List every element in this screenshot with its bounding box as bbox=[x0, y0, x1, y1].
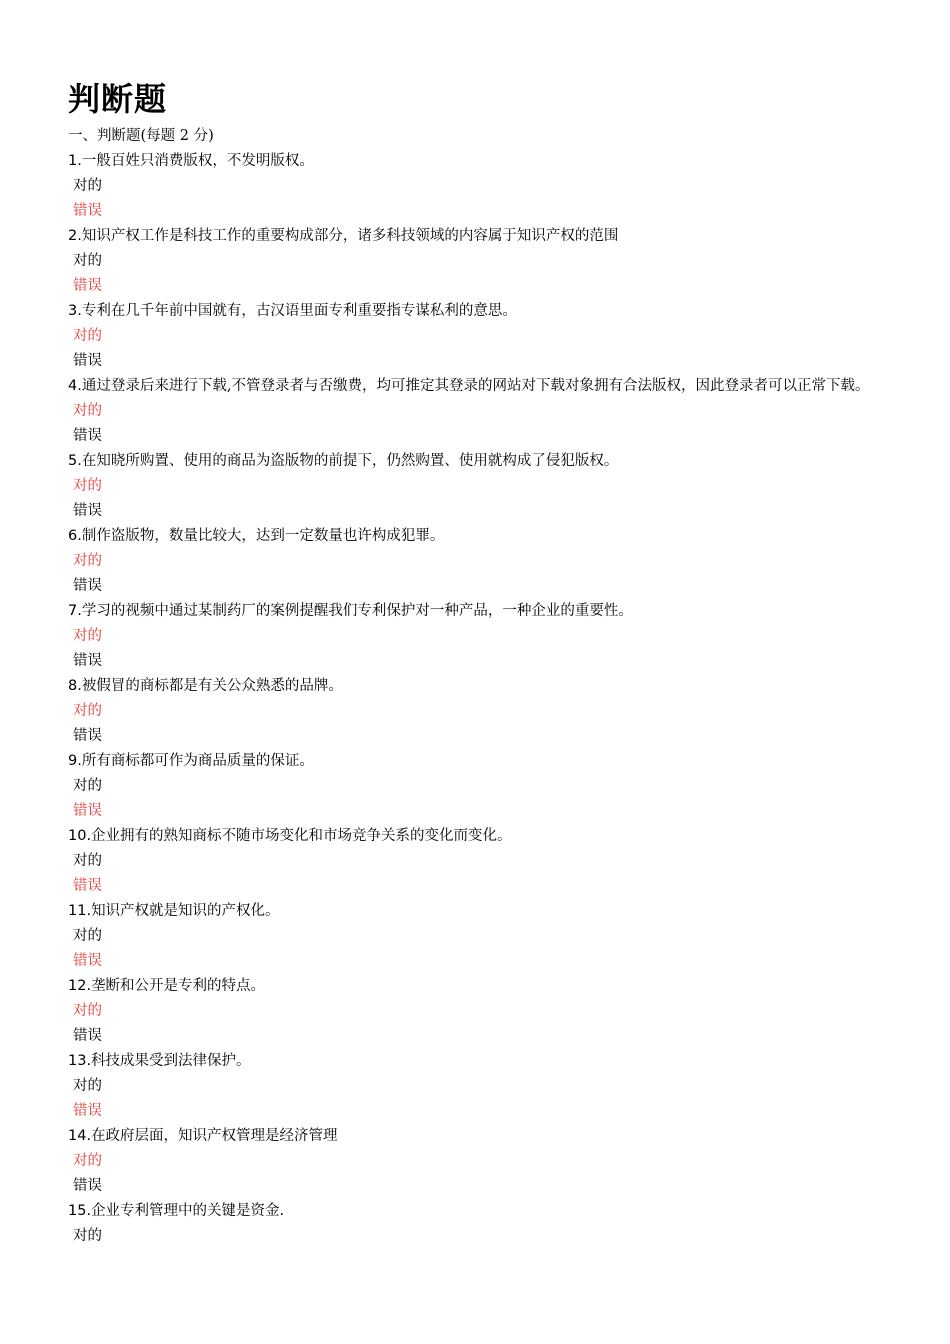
question-item bbox=[68, 899, 888, 974]
question-item bbox=[68, 1124, 888, 1199]
question-body: 一般百姓只消费版权，不发明版权。 bbox=[81, 153, 314, 169]
option-true[interactable]: 对的 bbox=[73, 478, 102, 494]
option-true[interactable]: 对的 bbox=[73, 1153, 102, 1169]
option-true[interactable]: 对的 bbox=[73, 178, 102, 194]
question-text bbox=[68, 1049, 888, 1074]
question-text bbox=[68, 224, 888, 249]
option-true[interactable]: 对的 bbox=[73, 853, 102, 869]
question-number: 8. bbox=[68, 678, 82, 694]
question-item bbox=[68, 1049, 888, 1124]
option-true[interactable]: 对的 bbox=[73, 553, 102, 569]
option-true[interactable]: 对的 bbox=[73, 1003, 102, 1019]
option-true[interactable]: 对的 bbox=[73, 778, 102, 794]
question-number: 9. bbox=[68, 753, 82, 769]
question-body: 通过登录后来进行下载,不管登录者与否缴费，均可推定其登录的网站对下载对象拥有合法版权，因此登录者可以正常下载。 bbox=[81, 378, 870, 394]
question-number: 12. bbox=[68, 978, 92, 994]
option-false[interactable]: 错误 bbox=[73, 728, 102, 744]
question-number: 11. bbox=[68, 903, 92, 919]
question-body: 科技成果受到法律保护。 bbox=[91, 1053, 251, 1069]
question-body: 所有商标都可作为商品质量的保证。 bbox=[81, 753, 314, 769]
question-body: 垄断和公开是专利的特点。 bbox=[91, 978, 266, 994]
question-body: 企业专利管理中的关键是资金. bbox=[91, 1203, 285, 1219]
question-body: 专利在几千年前中国就有，古汉语里面专利重要指专谋私利的意思。 bbox=[81, 303, 517, 319]
question-text bbox=[68, 449, 888, 474]
document-page bbox=[68, 78, 888, 1249]
question-item bbox=[68, 374, 888, 449]
option-true[interactable]: 对的 bbox=[73, 703, 102, 719]
question-item bbox=[68, 824, 888, 899]
option-false[interactable]: 错误 bbox=[73, 1028, 102, 1044]
question-item bbox=[68, 599, 888, 674]
question-body: 学习的视频中通过某制药厂的案例提醒我们专利保护对一种产品，一种企业的重要性。 bbox=[81, 603, 633, 619]
question-body: 在政府层面，知识产权管理是经济管理 bbox=[91, 1128, 338, 1144]
option-false[interactable]: 错误 bbox=[73, 1103, 102, 1119]
option-true[interactable]: 对的 bbox=[73, 403, 102, 419]
option-false[interactable]: 错误 bbox=[73, 803, 102, 819]
option-true[interactable]: 对的 bbox=[73, 928, 102, 944]
option-false[interactable]: 错误 bbox=[73, 503, 102, 519]
question-item bbox=[68, 749, 888, 824]
question-number: 3. bbox=[68, 303, 82, 319]
option-true[interactable]: 对的 bbox=[73, 1078, 102, 1094]
question-number: 10. bbox=[68, 828, 92, 844]
question-text bbox=[68, 1124, 888, 1149]
question-number: 7. bbox=[68, 603, 82, 619]
question-text bbox=[68, 149, 888, 174]
question-number: 1. bbox=[68, 153, 82, 169]
question-item bbox=[68, 1199, 888, 1249]
option-false[interactable]: 错误 bbox=[73, 353, 102, 369]
question-number: 15. bbox=[68, 1203, 92, 1219]
option-true[interactable]: 对的 bbox=[73, 328, 102, 344]
question-text bbox=[68, 974, 888, 999]
question-text bbox=[68, 299, 888, 324]
question-body: 被假冒的商标都是有关公众熟悉的品牌。 bbox=[81, 678, 343, 694]
option-true[interactable]: 对的 bbox=[73, 628, 102, 644]
question-text bbox=[68, 899, 888, 924]
question-number: 4. bbox=[68, 378, 82, 394]
question-text bbox=[68, 1199, 888, 1224]
option-false[interactable]: 错误 bbox=[73, 653, 102, 669]
question-list bbox=[68, 149, 888, 1249]
question-text bbox=[68, 374, 888, 399]
option-false[interactable]: 错误 bbox=[73, 428, 102, 444]
question-item bbox=[68, 449, 888, 524]
question-item bbox=[68, 524, 888, 599]
question-number: 5. bbox=[68, 453, 82, 469]
question-item bbox=[68, 149, 888, 224]
question-body: 制作盗版物，数量比较大，达到一定数量也许构成犯罪。 bbox=[81, 528, 445, 544]
question-number: 6. bbox=[68, 528, 82, 544]
question-item bbox=[68, 974, 888, 1049]
question-text bbox=[68, 599, 888, 624]
option-false[interactable]: 错误 bbox=[73, 1178, 102, 1194]
page-title: 判断题 bbox=[68, 80, 168, 118]
question-body: 知识产权就是知识的产权化。 bbox=[91, 903, 280, 919]
option-false[interactable]: 错误 bbox=[73, 203, 102, 219]
question-item bbox=[68, 674, 888, 749]
question-body: 在知晓所购置、使用的商品为盗版物的前提下，仍然购置、使用就构成了侵犯版权。 bbox=[81, 453, 619, 469]
option-true[interactable]: 对的 bbox=[73, 253, 102, 269]
option-false[interactable]: 错误 bbox=[73, 878, 102, 894]
question-number: 2. bbox=[68, 228, 82, 244]
question-number: 14. bbox=[68, 1128, 92, 1144]
question-text bbox=[68, 749, 888, 774]
option-false[interactable]: 错误 bbox=[73, 953, 102, 969]
question-number: 13. bbox=[68, 1053, 92, 1069]
option-false[interactable]: 错误 bbox=[73, 578, 102, 594]
question-item bbox=[68, 299, 888, 374]
option-true[interactable]: 对的 bbox=[73, 1228, 102, 1244]
section-title: 一、判断题(每题 2 分) bbox=[68, 128, 214, 144]
question-body: 企业拥有的熟知商标不随市场变化和市场竞争关系的变化而变化。 bbox=[91, 828, 512, 844]
question-item bbox=[68, 224, 888, 299]
question-text bbox=[68, 824, 888, 849]
question-body: 知识产权工作是科技工作的重要构成部分，诸多科技领域的内容属于知识产权的范围 bbox=[81, 228, 619, 244]
question-text bbox=[68, 674, 888, 699]
question-text bbox=[68, 524, 888, 549]
option-false[interactable]: 错误 bbox=[73, 278, 102, 294]
